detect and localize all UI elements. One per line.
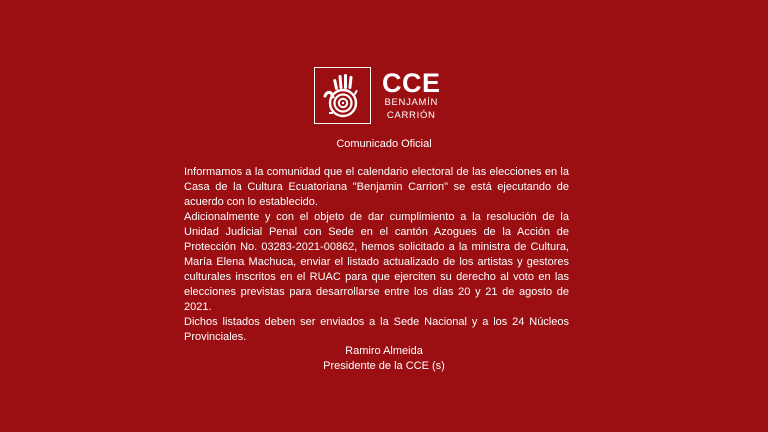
signatory-title: Presidente de la CCE (s): [323, 360, 445, 372]
signatory-name: Ramiro Almeida: [345, 345, 423, 357]
paragraph-3: Dichos listados deben ser enviados a la Sede Nacional y a los 24 Núcleos Provinciales.: [184, 316, 569, 343]
logo-emblem: [314, 67, 371, 124]
logo-name-line2: CARRIÓN: [386, 109, 436, 121]
paragraph-2: Adicionalmente y con el objeto de dar cumplimiento a la resolución de la Unidad Judicial Penal con Sede en el cantón Azogues de la Acción de Protección No. 03283-2021-00862, hemos solicitado a la ministra de Cultura, María Elena Machuca, enviar el listado actualizado de los artistas y gestores culturales inscritos en el RUAC para que ejerciten su derecho al voto en las elecciones previstas para desarrollarse entre los días 20 y 21 de agosto de 2021.: [184, 211, 569, 313]
logo-wordmark: [382, 70, 441, 121]
cce-logo: [314, 67, 441, 124]
communique-title: Comunicado Oficial: [336, 138, 432, 150]
communique-body: [184, 165, 569, 345]
logo-acronym: CCE: [382, 68, 441, 98]
logo-name-line1: BENJAMÍN: [384, 97, 439, 108]
signature-block: [0, 344, 768, 374]
cce-hand-icon: [321, 72, 365, 120]
paragraph-1: Informamos a la comunidad que el calendario electoral de las elecciones en la Casa de la Cultura Ecuatoriana "Benjamin Carrion" se está ejecutando de acuerdo con lo establecido.: [184, 166, 569, 208]
